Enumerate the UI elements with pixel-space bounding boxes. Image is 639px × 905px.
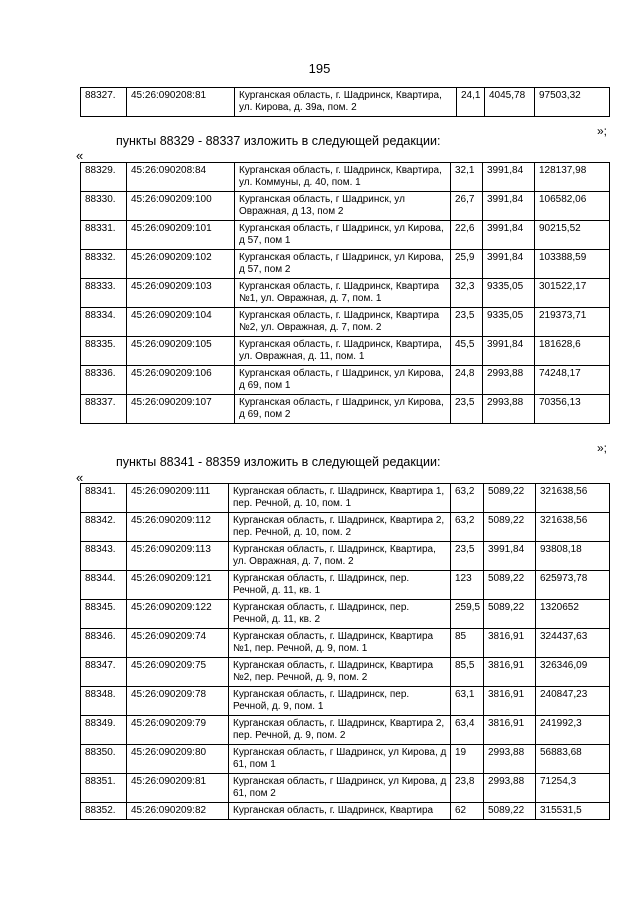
cell-cadastral-number: 45:26:090209:100: [127, 192, 235, 221]
cell-value: 93808,18: [536, 542, 610, 571]
cell-item-number: 88341.: [81, 484, 127, 513]
table-row: [81, 484, 610, 513]
cell-address: Курганская область, г. Шадринск, Квартира №1, ул. Овражная, д. 7, пом. 1: [235, 279, 451, 308]
cell-cadastral-number: 45:26:090209:105: [127, 337, 235, 366]
cell-address: Курганская область, г. Шадринск, Квартира 2, пер. Речной, д. 10, пом. 2: [229, 513, 451, 542]
cell-item-number: 88351.: [81, 774, 127, 803]
open-quote-1: «: [76, 148, 84, 163]
cell-item-number: 88331.: [81, 221, 127, 250]
cell-cadastral-number: 45:26:090209:107: [127, 395, 235, 424]
table-row: [81, 774, 610, 803]
cell-cadastral-number: 45:26:090209:75: [127, 658, 229, 687]
table-row: [81, 600, 610, 629]
cell-value: 241992,3: [536, 716, 610, 745]
cell-rate: 9335,05: [483, 279, 535, 308]
cell-item-number: 88352.: [81, 803, 127, 820]
cell-cadastral-number: 45:26:090209:103: [127, 279, 235, 308]
table-row: [81, 395, 610, 424]
table-row: [81, 250, 610, 279]
cell-address: Курганская область, г. Шадринск, Квартира: [229, 803, 451, 820]
cell-area: 23,8: [451, 774, 484, 803]
cell-value: 240847,23: [536, 687, 610, 716]
table-row: [81, 687, 610, 716]
cell-address: Курганская область, г. Шадринск, пер. Речной, д. 11, кв. 1: [229, 571, 451, 600]
cell-value: 56883,68: [536, 745, 610, 774]
cell-area: 24,1: [457, 88, 485, 117]
table-row: [81, 192, 610, 221]
cell-address: Курганская область, г. Шадринск, пер. Речной, д. 11, кв. 2: [229, 600, 451, 629]
cell-value: 90215,52: [535, 221, 610, 250]
table-row: [81, 513, 610, 542]
cell-item-number: 88342.: [81, 513, 127, 542]
cell-address: Курганская область, г Шадринск, ул Кирова, д 57, пом 2: [235, 250, 451, 279]
cell-area: 63,2: [451, 484, 484, 513]
cell-item-number: 88349.: [81, 716, 127, 745]
cell-address: Курганская область, г. Шадринск, Квартира №1, пер. Речной, д. 9, пом. 1: [229, 629, 451, 658]
cell-address: Курганская область, г. Шадринск, Квартира №2, пер. Речной, д. 9, пом. 2: [229, 658, 451, 687]
cell-area: 26,7: [451, 192, 483, 221]
cell-area: 32,3: [451, 279, 483, 308]
table-row: [81, 308, 610, 337]
cell-cadastral-number: 45:26:090209:106: [127, 366, 235, 395]
cell-value: 71254,3: [536, 774, 610, 803]
cell-area: 23,5: [451, 395, 483, 424]
table-row: [81, 629, 610, 658]
cell-value: 181628,6: [535, 337, 610, 366]
cell-value: 315531,5: [536, 803, 610, 820]
cell-item-number: 88336.: [81, 366, 127, 395]
cell-item-number: 88344.: [81, 571, 127, 600]
page-number: 195: [308, 61, 331, 76]
cell-value: 1320652: [536, 600, 610, 629]
cell-area: 19: [451, 745, 484, 774]
table-row: [81, 716, 610, 745]
cell-value: 321638,56: [536, 484, 610, 513]
cell-address: Курганская область, г Шадринск, ул Кирова, д 69, пом 2: [235, 395, 451, 424]
cell-item-number: 88334.: [81, 308, 127, 337]
cell-address: Курганская область, г. Шадринск, Квартира 1, пер. Речной, д. 10, пом. 1: [229, 484, 451, 513]
cell-value: 106582,06: [535, 192, 610, 221]
cell-value: 326346,09: [536, 658, 610, 687]
cell-rate: 2993,88: [484, 745, 536, 774]
cell-rate: 5089,22: [484, 484, 536, 513]
cell-rate: 3991,84: [483, 221, 535, 250]
cell-cadastral-number: 45:26:090209:113: [127, 542, 229, 571]
cell-area: 63,4: [451, 716, 484, 745]
cell-value: 97503,32: [535, 88, 610, 117]
cell-item-number: 88327.: [81, 88, 127, 117]
cell-area: 62: [451, 803, 484, 820]
cell-rate: 9335,05: [483, 308, 535, 337]
cell-rate: 3816,91: [484, 687, 536, 716]
cell-cadastral-number: 45:26:090209:121: [127, 571, 229, 600]
table-3-body: [81, 484, 610, 820]
table-row: [81, 337, 610, 366]
cell-value: 301522,17: [535, 279, 610, 308]
cell-area: 45,5: [451, 337, 483, 366]
cell-item-number: 88335.: [81, 337, 127, 366]
cell-item-number: 88347.: [81, 658, 127, 687]
cell-address: Курганская область, г. Шадринск, пер. Речной, д. 9, пом. 1: [229, 687, 451, 716]
table-1: [80, 87, 610, 117]
cell-cadastral-number: 45:26:090209:80: [127, 745, 229, 774]
cell-area: 24,8: [451, 366, 483, 395]
section-2-heading: пункты 88341 - 88359 изложить в следующей редакции:: [116, 455, 441, 469]
cell-item-number: 88337.: [81, 395, 127, 424]
cell-rate: 3816,91: [484, 716, 536, 745]
cell-item-number: 88333.: [81, 279, 127, 308]
cell-item-number: 88348.: [81, 687, 127, 716]
cell-value: 103388,59: [535, 250, 610, 279]
cell-area: 63,2: [451, 513, 484, 542]
cell-cadastral-number: 45:26:090208:81: [127, 88, 235, 117]
cell-item-number: 88332.: [81, 250, 127, 279]
cell-address: Курганская область, г. Шадринск, Квартира №2, ул. Овражная, д. 7, пом. 2: [235, 308, 451, 337]
table-2-body: [81, 163, 610, 424]
cell-cadastral-number: 45:26:090208:84: [127, 163, 235, 192]
cell-address: Курганская область, г Шадринск, ул Кирова, д 61, пом 2: [229, 774, 451, 803]
table-2: [80, 162, 610, 424]
cell-address: Курганская область, г Шадринск, ул Овражная, д 13, пом 2: [235, 192, 451, 221]
cell-rate: 2993,88: [484, 774, 536, 803]
cell-cadastral-number: 45:26:090209:79: [127, 716, 229, 745]
cell-address: Курганская область, г. Шадринск, Квартира, ул. Кирова, д. 39а, пом. 2: [235, 88, 457, 117]
table-row: [81, 803, 610, 820]
cell-cadastral-number: 45:26:090209:112: [127, 513, 229, 542]
cell-item-number: 88329.: [81, 163, 127, 192]
cell-rate: 2993,88: [483, 366, 535, 395]
cell-rate: 3816,91: [484, 658, 536, 687]
close-quote-1: »;: [596, 124, 607, 138]
cell-address: Курганская область, г. Шадринск, Квартира, ул. Овражная, д. 7, пом. 2: [229, 542, 451, 571]
cell-area: 259,5: [451, 600, 484, 629]
cell-area: 32,1: [451, 163, 483, 192]
cell-item-number: 88343.: [81, 542, 127, 571]
cell-address: Курганская область, г Шадринск, ул Кирова, д 69, пом 1: [235, 366, 451, 395]
table-row: [81, 88, 610, 117]
table-row: [81, 366, 610, 395]
cell-address: Курганская область, г Шадринск, ул Кирова, д 61, пом 1: [229, 745, 451, 774]
cell-rate: 5089,22: [484, 803, 536, 820]
cell-value: 219373,71: [535, 308, 610, 337]
cell-area: 23,5: [451, 542, 484, 571]
cell-area: 123: [451, 571, 484, 600]
cell-cadastral-number: 45:26:090209:81: [127, 774, 229, 803]
cell-item-number: 88330.: [81, 192, 127, 221]
cell-item-number: 88350.: [81, 745, 127, 774]
cell-cadastral-number: 45:26:090209:122: [127, 600, 229, 629]
cell-area: 23,5: [451, 308, 483, 337]
cell-area: 22,6: [451, 221, 483, 250]
table-row: [81, 571, 610, 600]
cell-item-number: 88345.: [81, 600, 127, 629]
cell-value: 128137,98: [535, 163, 610, 192]
table-row: [81, 542, 610, 571]
cell-rate: 5089,22: [484, 571, 536, 600]
cell-rate: 3991,84: [483, 192, 535, 221]
cell-rate: 3991,84: [484, 542, 536, 571]
cell-value: 321638,56: [536, 513, 610, 542]
cell-rate: 4045,78: [485, 88, 535, 117]
cell-value: 74248,17: [535, 366, 610, 395]
cell-cadastral-number: 45:26:090209:78: [127, 687, 229, 716]
cell-rate: 2993,88: [483, 395, 535, 424]
cell-cadastral-number: 45:26:090209:101: [127, 221, 235, 250]
cell-rate: 5089,22: [484, 513, 536, 542]
table-row: [81, 163, 610, 192]
cell-area: 85,5: [451, 658, 484, 687]
table-row: [81, 221, 610, 250]
cell-rate: 3816,91: [484, 629, 536, 658]
table-3: [80, 483, 610, 820]
table-row: [81, 279, 610, 308]
cell-cadastral-number: 45:26:090209:102: [127, 250, 235, 279]
cell-rate: 5089,22: [484, 600, 536, 629]
cell-address: Курганская область, г Шадринск, ул Кирова, д 57, пом 1: [235, 221, 451, 250]
cell-rate: 3991,84: [483, 163, 535, 192]
table-1-body: [81, 88, 610, 117]
cell-area: 25,9: [451, 250, 483, 279]
cell-area: 85: [451, 629, 484, 658]
section-1-heading: пункты 88329 - 88337 изложить в следующей редакции:: [116, 134, 441, 148]
cell-value: 625973,78: [536, 571, 610, 600]
cell-address: Курганская область, г. Шадринск, Квартира 2, пер. Речной, д. 9, пом. 2: [229, 716, 451, 745]
close-quote-2: »;: [596, 441, 607, 455]
cell-value: 324437,63: [536, 629, 610, 658]
open-quote-2: «: [76, 470, 84, 485]
cell-rate: 3991,84: [483, 250, 535, 279]
cell-cadastral-number: 45:26:090209:111: [127, 484, 229, 513]
cell-address: Курганская область, г. Шадринск, Квартира, ул. Коммуны, д. 40, пом. 1: [235, 163, 451, 192]
cell-rate: 3991,84: [483, 337, 535, 366]
cell-address: Курганская область, г. Шадринск, Квартира, ул. Овражная, д. 11, пом. 1: [235, 337, 451, 366]
cell-area: 63,1: [451, 687, 484, 716]
table-row: [81, 658, 610, 687]
cell-cadastral-number: 45:26:090209:74: [127, 629, 229, 658]
cell-value: 70356,13: [535, 395, 610, 424]
table-row: [81, 745, 610, 774]
cell-item-number: 88346.: [81, 629, 127, 658]
cell-cadastral-number: 45:26:090209:104: [127, 308, 235, 337]
cell-cadastral-number: 45:26:090209:82: [127, 803, 229, 820]
